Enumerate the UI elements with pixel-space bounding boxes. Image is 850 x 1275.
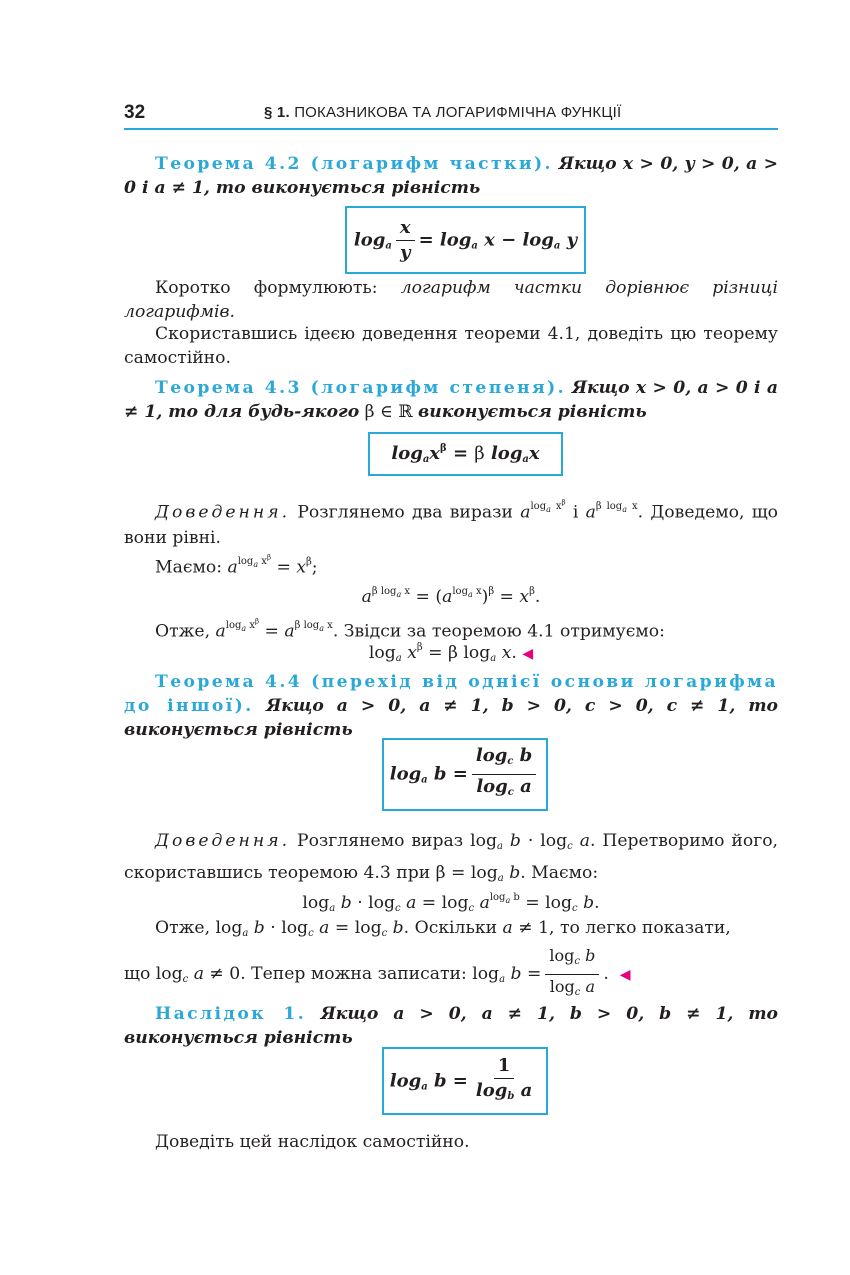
- theorem-4-4-statement: Якщо a > 0, a ≠ 1, b > 0, c > 0, c ≠ 1, то виконується рівність: [124, 696, 779, 740]
- proof-4-3-text-a: Розглянемо два вирази: [297, 502, 513, 523]
- theorem-4-3-heading: Теорема 4.3 (логарифм степеня).: [155, 378, 567, 398]
- formula-box-log-power: [368, 432, 563, 476]
- formula-log-quotient: $\log_a$ $\frac{x}{y}$ = $\log_a x - \log_a y$: [353, 216, 578, 263]
- proof-4-4-label: Доведення.: [155, 831, 291, 851]
- proof-4-3: Доведення. Розглянемо два вирази $a^{log_a x^\beta}$ і $a^{\beta log_a x}$. Доведемо, що вони рівні.: [124, 499, 779, 549]
- chapter-title: ПОКАЗНИКОВА ТА ЛОГАРИФМІЧНА ФУНКЦІЇ: [294, 104, 622, 121]
- proof-4-4-text-b: . Перетворимо його, скориставшись теоремою 4.3 при: [124, 831, 779, 883]
- proof-4-4-have: . Маємо:: [520, 863, 599, 883]
- theorem-4-2: [124, 152, 778, 200]
- theorem-4-3-statement-b: виконується рівність: [417, 402, 647, 422]
- corollary-1-statement: Якщо a > 0, a ≠ 1, b > 0, b ≠ 1, то виконується рівність: [124, 1004, 779, 1048]
- proof-4-4-final-line: що $\log_c a \ne 0$. Тепер можна записати: $\log_a b$ = $\frac{\log_c b}{\log_c a}$ . ◀: [124, 946, 631, 998]
- theorem-4-2-heading: Теорема 4.2 (логарифм частки).: [155, 154, 553, 174]
- proof-4-4: Доведення. Розглянемо вираз $\log_a b \cdot \log_c a$. Перетворимо його, скориставшись теоремою 4.3 при $\beta = \log_a b$. Маємо:: [124, 831, 779, 884]
- end-of-proof-icon-2: ◀: [619, 967, 631, 983]
- header-rule: [124, 128, 778, 130]
- formula-box-change-of-base: [382, 738, 548, 811]
- formula-change-of-base: $\log_a b$ = $\frac{\log_c b}{\log_c a}$: [390, 746, 541, 803]
- proof-4-3-label: Доведення.: [155, 502, 291, 523]
- proof-4-4-text-a: Розглянемо вираз: [297, 831, 464, 851]
- corollary-1: [124, 1002, 778, 1050]
- formula-box-reciprocal: [382, 1047, 548, 1115]
- proof-4-3-hence: . Звідси за теоремою 4.1 отримуємо:: [332, 621, 665, 642]
- formula-reciprocal: $\log_a b$ = $\frac{1}{\log_b a}$: [389, 1054, 533, 1102]
- paragraph-exercise: Скориставшись ідеєю доведення теореми 4.1, доведіть цю теорему самостійно.: [124, 324, 778, 368]
- proof-4-4-equation: $\log_a b \cdot \log_c a = \log_c a^{log_a b} = \log_c b$.: [302, 892, 600, 914]
- theorem-4-4: [124, 670, 778, 742]
- corollary-1-heading: Наслідок 1.: [155, 1004, 307, 1024]
- proof-4-3-so: Отже,: [155, 621, 211, 642]
- proof-4-3-text-b: . Доведемо, що вони рівні.: [124, 502, 779, 549]
- formula-box-log-quotient: [345, 206, 586, 274]
- page-number: 32: [124, 102, 146, 123]
- theorem-4-3: [124, 376, 778, 424]
- theorem-4-2-statement: Якщо x > 0, y > 0, a > 0 і a ≠ 1, то виконується рівність: [124, 154, 779, 198]
- beta-in-r: β ∈ ℝ: [364, 402, 413, 422]
- proof-4-3-and: і: [572, 502, 579, 523]
- running-title: [264, 104, 621, 121]
- summary-lead: Коротко формулюють:: [155, 278, 378, 298]
- proof-4-4-since: . Оскільки: [403, 918, 498, 938]
- proof-4-4-that: що: [124, 964, 151, 984]
- end-of-proof-icon: ◀: [522, 646, 534, 662]
- proof-4-4-so: Отже,: [155, 918, 211, 938]
- proof-4-4-easy: , то легко показати,: [549, 918, 731, 938]
- paragraph-summary: [124, 276, 778, 324]
- summary-italic: логарифм частки дорівнює різниці логарифмів.: [124, 278, 778, 322]
- formula-log-power: $\log_ax^\beta = \beta$ $\log_ax$: [391, 443, 540, 465]
- proof-4-3-have: Маємо:: [155, 557, 222, 578]
- proof-4-4-now: . Тепер можна записати:: [240, 964, 467, 984]
- proof-4-3-so-line: Отже, $a^{log_a x^\beta} = a^{\beta log_a x}$. Звідси за теоремою 4.1 отримуємо:: [155, 618, 665, 642]
- proof-4-3-result: $\log_a x^\beta = \beta$ $\log_a x$. ◀: [368, 642, 534, 664]
- closing-exercise: Доведіть цей наслідок самостійно.: [155, 1132, 470, 1152]
- proof-4-3-equation: $a^{\beta log_a x} = (a^{log_a x})^\beta = x^\beta$.: [361, 586, 541, 607]
- proof-4-4-so-line: Отже, $\log_a b \cdot \log_c a = \log_c b$. Оскільки a ≠ 1, то легко показати,: [155, 918, 731, 939]
- proof-4-3-have-line: Маємо: $a^{log_a x^\beta} = x^\beta$;: [155, 554, 318, 578]
- theorem-4-3-statement-a: Якщо x > 0, a > 0 і a ≠ 1, то для будь-якого: [124, 378, 778, 422]
- section-mark: § 1.: [264, 104, 290, 121]
- page-header: [124, 100, 778, 130]
- theorem-4-4-heading: Теорема 4.4 (перехід від однієї основи логарифма до іншої).: [124, 672, 778, 716]
